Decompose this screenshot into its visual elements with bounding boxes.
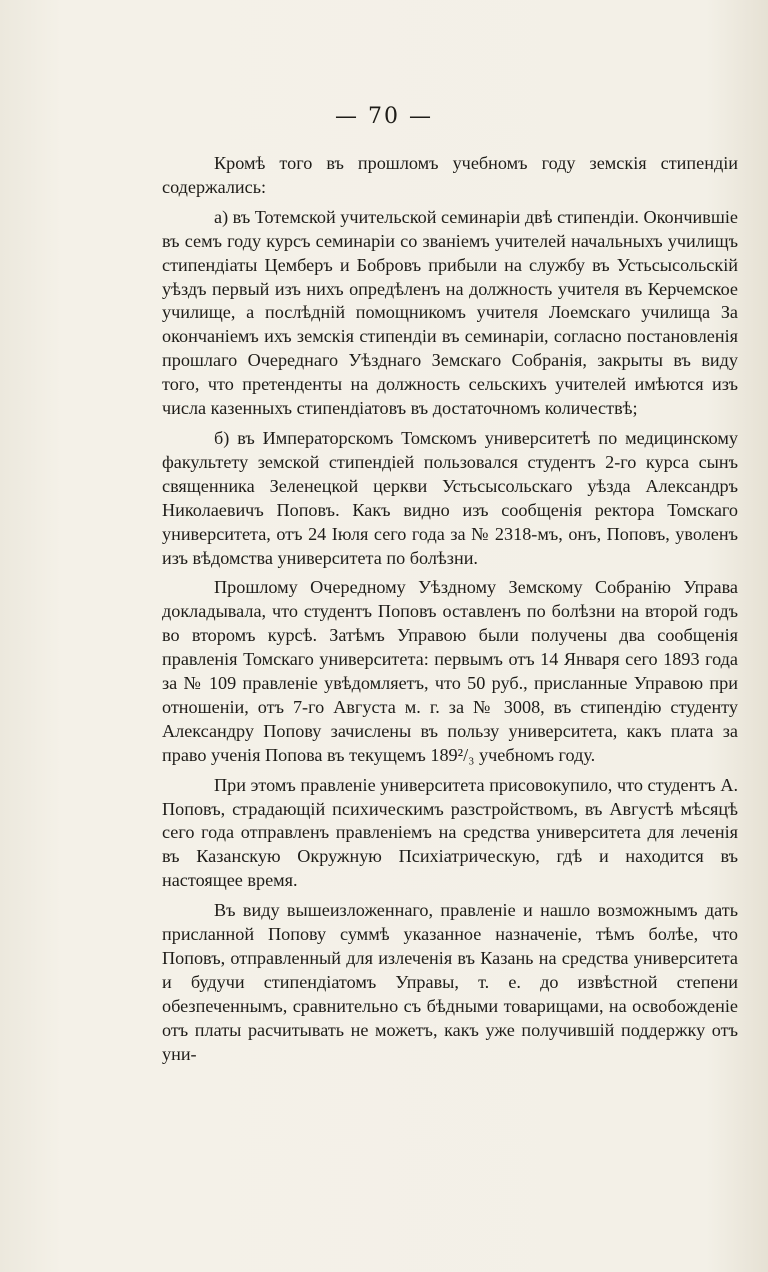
paragraph-conclusion: Въ виду вышеизложеннаго, правленіе и нашло возможнымъ дать присланной Попову суммѣ указанное назначеніе, тѣмъ болѣе, что Поповъ, отправленный для излеченія въ Казань на средства университета и будучи стипендіатомъ Управы, т. е. до извѣстной степени обезпеченнымъ, сравнительно съ бѣдными товарищами, на освобожденіе отъ платы расчитывать не можетъ, какъ уже получившій поддержку отъ уни-	[162, 900, 738, 1064]
paragraph-b-university: б) въ Императорскомъ Томскомъ университетѣ по медицинскому факультету земской стипендіей пользовался студентъ 2-го курса сынъ священника Зеленецкой церкви Устьсысольскаго уѣзда Александръ Николаевичъ Поповъ. Какъ видно изъ сообщенія ректора Томскаго университета, отъ 24 Іюля сего года за № 2318-мъ, онъ, Поповъ, уволенъ изъ вѣдомства университета по болѣзни.	[162, 427, 738, 568]
paragraph-report: Прошлому Очередному Уѣздному Земскому Собранію Управа докладывала, что студентъ Поповъ оставленъ по болѣзни на второй годъ во второмъ курсѣ. Затѣмъ Управою были получены два сообщенія правленія Томскаго университета: первымъ отъ 14 Января сего 1893 года за № 109 правленіе увѣдомляетъ, что 50 руб., присланные Управою при отношеніи, отъ 7-го Августа м. г. за № 3008, въ стипендію студенту Александру Попову зачислены въ пользу университета, какъ плата за право ученія Попова въ текущемъ 189²/₃ учебномъ году.	[162, 577, 738, 765]
text-body	[162, 152, 738, 1073]
paragraph-intro: Кромѣ того въ прошломъ учебномъ году земскія стипендіи содержались:	[162, 153, 738, 197]
page-number: — 70 —	[335, 104, 433, 129]
paragraph-illness: При этомъ правленіе университета присовокупило, что студентъ А. Поповъ, страдающій психическимъ разстройствомъ, въ Августѣ мѣсяцѣ сего года отправленъ правленіемъ на средства университета для леченія въ Казанскую Окружную Психіатрическую, гдѣ и находится въ настоящее время.	[162, 774, 738, 891]
paragraph-a-seminary: а) въ Тотемской учительской семинаріи двѣ стипендіи. Окончившіе въ семъ году курсъ семинаріи со званіемъ учителей начальныхъ училищъ стипендіаты Цемберъ и Бобровъ прибыли на службу въ Устьсысольскій уѣздъ первый изъ нихъ опредѣленъ на должность учителя въ Керчемское училище, а послѣдній помощникомъ учителя Лоемскаго училища За окончаніемъ ихъ земскія стипендіи въ семинаріи, согласно постановленія прошлаго Очереднаго Уѣзднаго Земскаго Собранія, закрыты въ виду того, что претенденты на должность сельскихъ учителей имѣются изъ числа казенныхъ стипендіатовъ въ достаточномъ количествѣ;	[162, 206, 738, 419]
